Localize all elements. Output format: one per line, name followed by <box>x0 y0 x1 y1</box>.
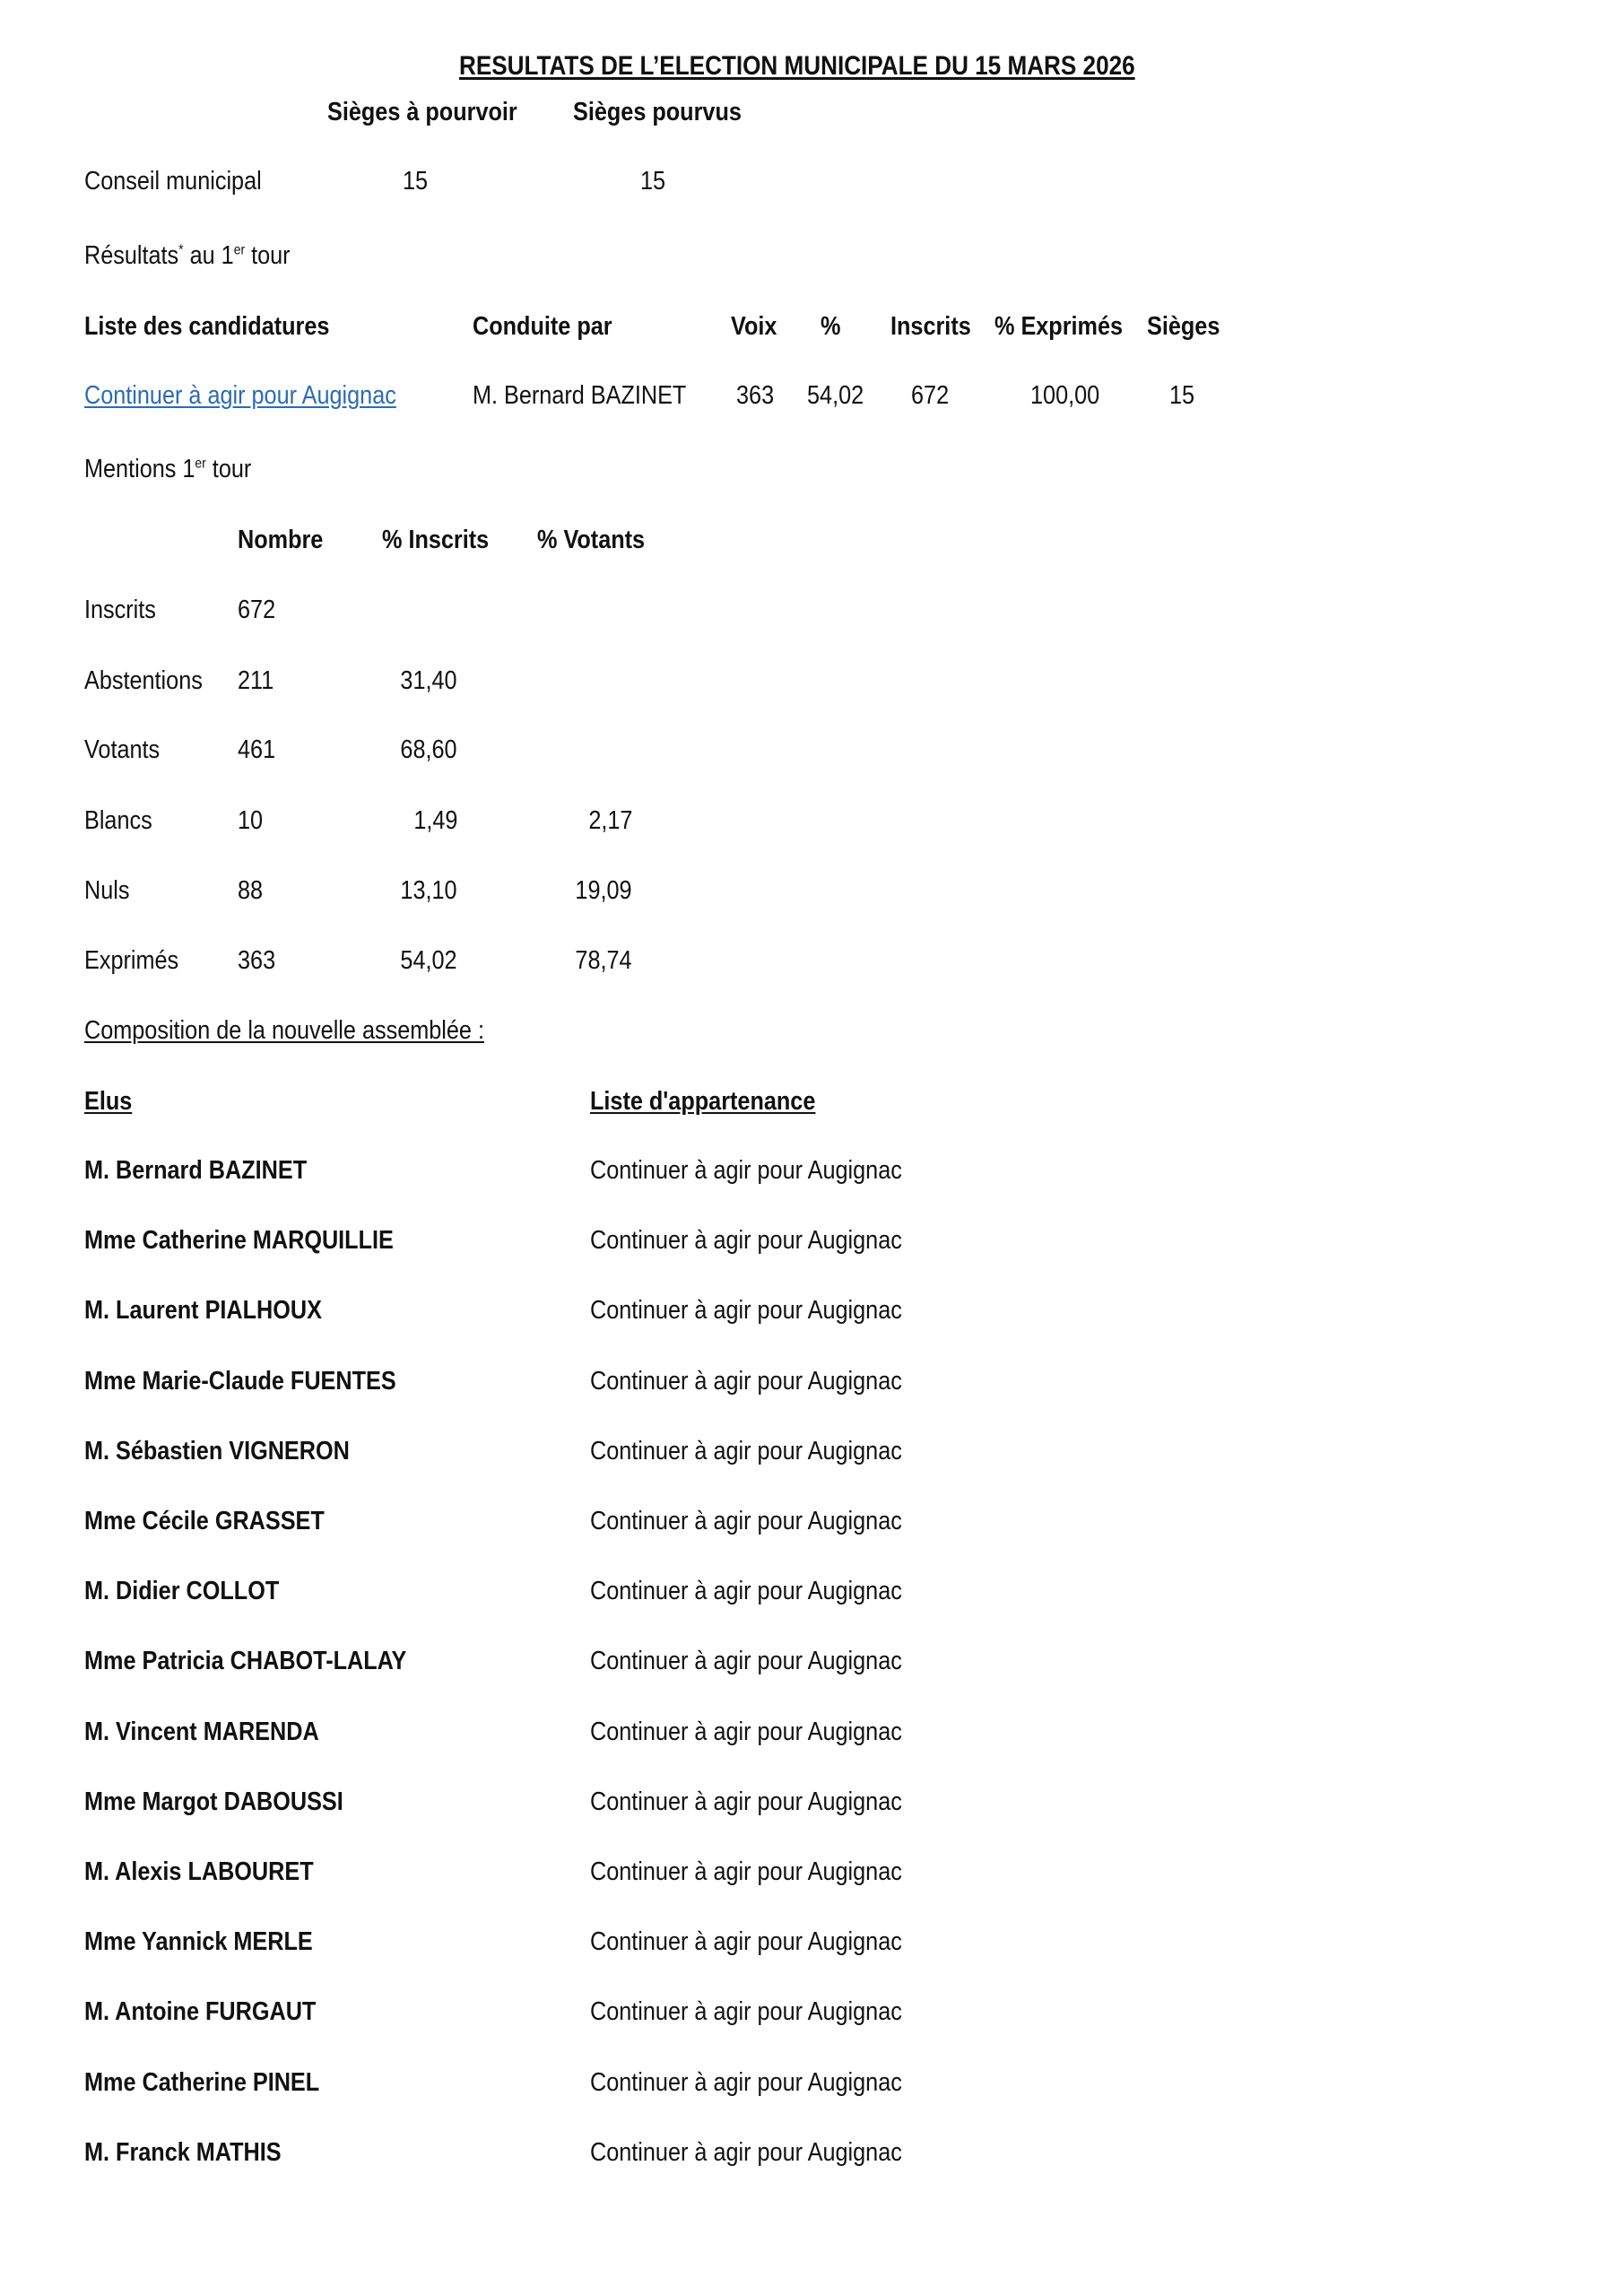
elected-member-name: Mme Margot DABOUSSI <box>84 1787 343 1816</box>
composition-header-elected: Elus <box>84 1087 133 1116</box>
mentions-row-pct-registered: 54,02 <box>400 946 457 975</box>
composition-header-list: Liste d'appartenance <box>590 1087 816 1116</box>
elected-member-name: M. Antoine FURGAUT <box>84 1997 317 2027</box>
elected-member-list: Continuer à agir pour Augignac <box>590 1927 902 1957</box>
elected-member-list: Continuer à agir pour Augignac <box>590 1717 902 1746</box>
seats-row-label: Conseil municipal <box>84 167 262 196</box>
mentions-row-number: 461 <box>238 735 276 764</box>
elected-member-name: Mme Patricia CHABOT-LALAY <box>84 1647 407 1676</box>
mentions-header-pct-registered: % Inscrits <box>382 526 490 554</box>
col-header-list: Liste des candidatures <box>84 312 330 341</box>
elected-member-name: M. Bernard BAZINET <box>84 1156 308 1185</box>
mentions-heading-sup: er <box>195 456 206 472</box>
results-heading-middle: au 1 <box>183 241 234 270</box>
composition-heading: Composition de la nouvelle assemblée : <box>84 1016 484 1045</box>
mentions-row-label: Votants <box>84 735 161 764</box>
results-heading-asterisk: * <box>178 242 184 258</box>
col-header-seats: Sièges <box>1147 312 1220 341</box>
mentions-row-label: Exprimés <box>84 946 179 975</box>
elected-member-list: Continuer à agir pour Augignac <box>590 1366 902 1396</box>
mentions-header-number: Nombre <box>238 526 324 554</box>
elected-member-name: Mme Catherine MARQUILLIE <box>84 1226 394 1256</box>
elected-member-name: M. Franck MATHIS <box>84 2137 282 2167</box>
elected-member-list: Continuer à agir pour Augignac <box>590 2137 902 2167</box>
mentions-heading-suffix: tour <box>205 455 252 483</box>
elected-member-list: Continuer à agir pour Augignac <box>590 1997 902 2027</box>
candidate-seats: 15 <box>1169 381 1195 410</box>
elected-member-name: M. Sébastien VIGNERON <box>84 1436 350 1465</box>
elected-member-list: Continuer à agir pour Augignac <box>590 1857 902 1886</box>
mentions-row-number: 88 <box>238 876 264 905</box>
results-heading <box>84 239 291 272</box>
results-heading-suffix: tour <box>245 241 291 270</box>
candidate-percent: 54,02 <box>807 381 864 410</box>
seats-header-to-fill: Sièges à pourvoir <box>327 98 517 126</box>
elected-member-name: Mme Yannick MERLE <box>84 1927 313 1957</box>
candidate-registered: 672 <box>911 381 950 410</box>
mentions-row-number: 672 <box>238 596 276 624</box>
elected-member-list: Continuer à agir pour Augignac <box>590 1156 902 1185</box>
elected-member-list: Continuer à agir pour Augignac <box>590 2067 902 2097</box>
elected-member-list: Continuer à agir pour Augignac <box>590 1577 902 1606</box>
mentions-row-label: Blancs <box>84 806 152 835</box>
elected-member-name: Mme Catherine PINEL <box>84 2067 320 2097</box>
mentions-row-pct-registered: 13,10 <box>400 876 457 905</box>
mentions-row-pct-registered: 1,49 <box>413 806 457 835</box>
mentions-row-label: Nuls <box>84 876 130 905</box>
mentions-row-pct-voters: 2,17 <box>587 806 632 835</box>
col-header-percent-expressed: % Exprimés <box>994 312 1124 341</box>
col-header-led-by: Conduite par <box>473 312 612 341</box>
candidate-votes: 363 <box>736 381 775 410</box>
mentions-row-number: 211 <box>238 666 274 695</box>
candidate-led-by: M. Bernard BAZINET <box>473 381 687 410</box>
results-heading-prefix: Résultats <box>84 241 179 270</box>
elected-member-list: Continuer à agir pour Augignac <box>590 1296 902 1326</box>
elected-member-list: Continuer à agir pour Augignac <box>590 1226 902 1256</box>
mentions-heading-prefix: Mentions 1 <box>84 455 195 483</box>
elected-member-list: Continuer à agir pour Augignac <box>590 1647 902 1676</box>
seats-filled-value: 15 <box>640 167 666 196</box>
mentions-row-label: Inscrits <box>84 596 156 624</box>
col-header-registered: Inscrits <box>890 312 971 341</box>
seats-to-fill-value: 15 <box>403 167 429 196</box>
elected-member-name: M. Vincent MARENDA <box>84 1717 319 1746</box>
elected-member-name: M. Laurent PIALHOUX <box>84 1296 322 1326</box>
mentions-row-label: Abstentions <box>84 666 203 695</box>
mentions-row-pct-voters: 19,09 <box>575 876 632 905</box>
mentions-row-pct-voters: 78,74 <box>575 946 632 975</box>
elected-member-name: Mme Marie-Claude FUENTES <box>84 1366 396 1396</box>
col-header-votes: Voix <box>731 312 777 341</box>
mentions-row-number: 10 <box>238 806 264 835</box>
elected-member-list: Continuer à agir pour Augignac <box>590 1436 902 1465</box>
mentions-row-pct-registered: 68,60 <box>400 735 457 764</box>
candidate-list-link[interactable]: Continuer à agir pour Augignac <box>84 381 396 410</box>
mentions-header-pct-voters: % Votants <box>537 526 646 554</box>
elected-member-list: Continuer à agir pour Augignac <box>590 1787 902 1816</box>
elected-member-name: Mme Cécile GRASSET <box>84 1507 325 1535</box>
elected-member-name: M. Alexis LABOURET <box>84 1857 314 1886</box>
col-header-percent: % <box>821 312 841 341</box>
elected-member-list: Continuer à agir pour Augignac <box>590 1507 902 1535</box>
mentions-row-pct-registered: 31,40 <box>400 666 457 695</box>
elected-member-name: M. Didier COLLOT <box>84 1577 280 1606</box>
results-heading-sup: er <box>233 242 246 258</box>
seats-header-filled: Sièges pourvus <box>573 98 742 126</box>
candidate-percent-expressed: 100,00 <box>1030 381 1100 410</box>
mentions-row-number: 363 <box>238 946 276 975</box>
mentions-heading <box>84 453 251 485</box>
page-title: RESULTATS DE L’ELECTION MUNICIPALE DU 15 MARS 2026 <box>459 51 1135 81</box>
